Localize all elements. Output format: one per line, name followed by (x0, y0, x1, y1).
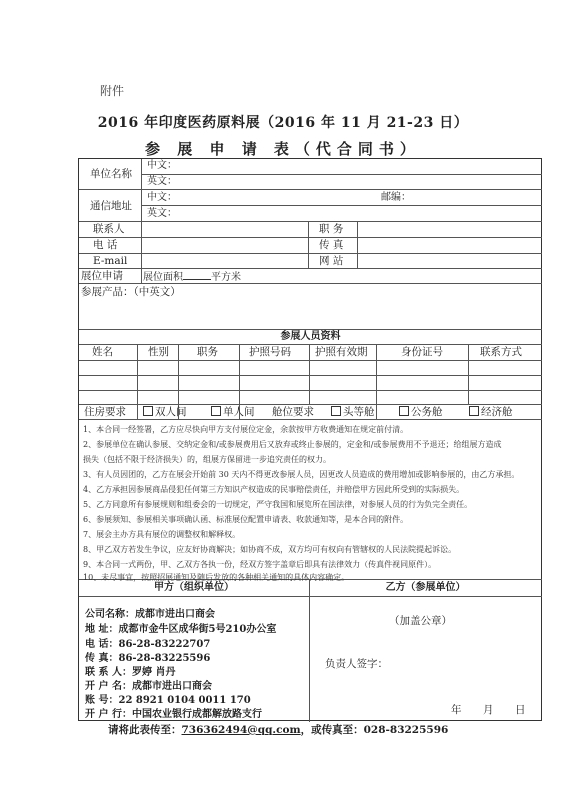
email-label: E-mail (93, 255, 128, 267)
checkbox-icon (331, 406, 341, 416)
party-a-account-no: 账 号：22 8921 0104 0011 170 (85, 695, 251, 706)
cabin-label: 舱位要求 (272, 406, 314, 418)
postcode-field[interactable]: 邮编： (381, 192, 411, 203)
col-contact: 联系方式 (480, 346, 522, 358)
personnel-section-title: 参展人员资料 (280, 331, 341, 342)
date-year: 年 (451, 704, 462, 716)
term-9: 9、本合同一式两份，甲、乙双方各执一份，经双方签字盖章后即具有法律效力（传真件视同原件）。 (83, 560, 437, 569)
lodging-label: 住房要求 (84, 406, 126, 418)
footer-email-link[interactable]: 736362494@qq.com (181, 724, 301, 736)
term-2: 2、参展单位在确认参展、交纳定金和/或参展费用后又放弃或终止参展的，定金和/或参展费用不予退还；给组展方造成 (83, 440, 502, 449)
document-title: 2016 年印度医药原料展（2016 年 11 月 21-23 日） (97, 115, 469, 131)
contact-person-label: 联系人 (93, 223, 125, 235)
term-1: 1、本合同一经签署，乙方应尽快向甲方支付展位定金，余款按甲方收费通知在规定前付清。 (83, 425, 409, 434)
party-a-fax: 传 真：86-28-83225596 (85, 653, 211, 664)
economy-class-option[interactable]: 经济舱 (469, 406, 513, 418)
booth-area-field[interactable] (143, 270, 241, 284)
submission-note (108, 722, 448, 737)
position-label: 职 务 (319, 223, 344, 235)
form-subtitle: 参 展 申 请 表（代合同书） (145, 140, 421, 158)
booth-label: 展位申请 (81, 270, 123, 282)
annex-label: 附件 (100, 84, 125, 98)
first-class-option[interactable]: 头等舱 (331, 406, 375, 418)
products-label: 参展产品：（中英文） (81, 286, 181, 298)
double-room-option[interactable]: 双人间 (143, 406, 187, 418)
col-id-number: 身份证号 (401, 346, 443, 358)
phone-label: 电 话 (93, 239, 118, 251)
term-5: 5、乙方同意所有参展规则和组委会的一切规定，严守我国和展览所在国法律，对参展人员的行为负完全责任。 (83, 500, 473, 509)
party-a-title: 甲方（组织单位） (154, 582, 234, 593)
term-10: 10、未尽事宜，按照招展通知及随后发放的各种相关通知的具体内容确定。 (83, 573, 350, 582)
unit-name-en-field[interactable]: 英文： (147, 176, 177, 187)
term-2-cont: 损失（包括不限于经济损失）的，组展方保留进一步追究责任的权力。 (83, 455, 331, 464)
unit-name-cn-field[interactable]: 中文： (147, 160, 177, 171)
party-a-company: 公司名称：成都市进出口商会 (85, 609, 215, 620)
booth-area-prefix: 展位面积 (143, 272, 183, 283)
party-a-phone: 电 话：86-28-83222707 (85, 639, 211, 650)
address-en-field[interactable]: 英文： (147, 208, 177, 219)
party-a-account-name: 开 户 名：成都市进出口商会 (85, 681, 212, 692)
party-a-address: 地 址：成都市金牛区成华街5号210办公室 (85, 624, 277, 635)
date-day: 日 (515, 704, 526, 716)
footer-prefix: 请将此表传至： (108, 724, 182, 736)
application-form (78, 158, 542, 721)
term-6: 6、参展须知、参展相关事项确认函、标准展位配置申请表、收款通知等，是本合同的附件。 (83, 515, 409, 524)
party-a-bank: 开 户 行：中国农业银行成都解放路支行 (85, 709, 262, 720)
date-month: 月 (483, 704, 494, 716)
checkbox-icon (399, 406, 409, 416)
booth-area-unit: 平方米 (211, 272, 241, 283)
col-gender: 性别 (148, 346, 169, 358)
address-label: 通信地址 (90, 200, 132, 212)
unit-name-label: 单位名称 (90, 168, 132, 180)
party-b-title: 乙方（参展单位） (385, 582, 466, 593)
term-4: 4、乙方承担因参展商品侵犯任何第三方知识产权造成的民事赔偿责任，并赔偿甲方因此所受到的实际损失。 (83, 485, 465, 494)
col-passport-no: 护照号码 (249, 346, 291, 358)
checkbox-icon (469, 406, 479, 416)
party-a-contact: 联 系 人：罗婷 肖丹 (85, 667, 176, 678)
term-3: 3、有人员因团的，乙方在展会开始前 30 天内不得更改参展人员，因更改人员造成的费用增加或影响参展的，由乙方承担。 (83, 470, 520, 479)
website-label: 网 站 (319, 255, 344, 267)
address-cn-field[interactable]: 中文： (147, 192, 177, 203)
checkbox-icon (143, 406, 153, 416)
term-8: 8、甲乙双方若发生争议，应友好协商解决；如协商不成，双方均可有权向有管辖权的人民法院提起诉讼。 (83, 545, 457, 554)
term-7: 7、展会主办方具有展位的调整权和解释权。 (83, 530, 241, 539)
fax-label: 传 真 (319, 239, 344, 251)
business-class-option[interactable]: 公务舱 (399, 406, 443, 418)
party-b-signature[interactable]: 负责人签字： (325, 658, 388, 670)
footer-suffix: ，或传真至：028-83225596 (300, 724, 449, 736)
party-b-seal: （加盖公章） (389, 615, 452, 627)
col-name: 姓名 (92, 346, 113, 358)
col-passport-expiry: 护照有效期 (315, 346, 368, 358)
checkbox-icon (211, 406, 221, 416)
col-position: 职务 (197, 346, 218, 358)
single-room-option[interactable]: 单人间 (211, 406, 255, 418)
